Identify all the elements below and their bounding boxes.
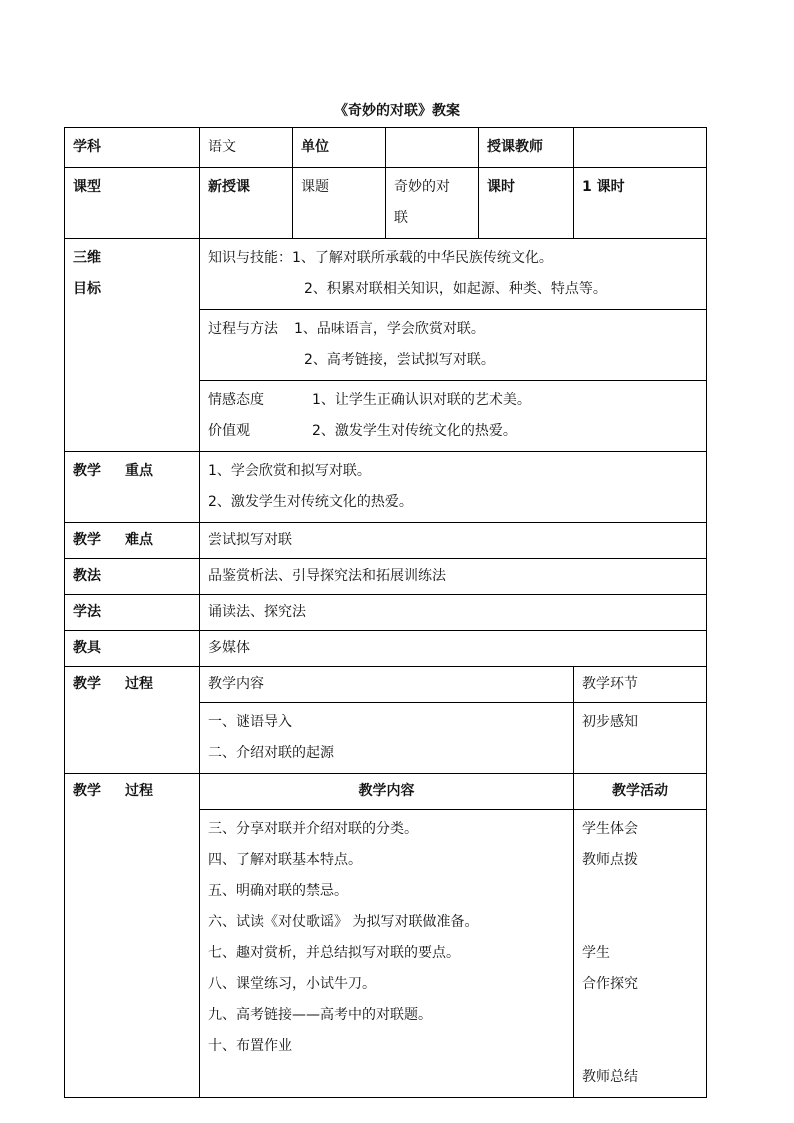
topic-value (386, 168, 479, 239)
process2-label (65, 774, 200, 1098)
process1-header-row (65, 667, 707, 703)
knowledge-item-2: 2、积累对联相关知识，如起源、种类、特点等。 (304, 281, 607, 297)
process2-content (200, 810, 574, 1098)
process2-activity: 教师点拨 (582, 852, 638, 868)
unit-value (386, 128, 479, 168)
hours-label: 课时 (479, 168, 574, 239)
teaching-method-value: 品鉴赏析法、引导探究法和拓展训练法 (200, 559, 707, 595)
subject-label: 学科 (65, 128, 200, 168)
goals-label-line-1: 三维 (73, 250, 101, 266)
topic-line-1: 奇妙的对 (394, 179, 450, 195)
key-points-content (200, 452, 707, 523)
process2-activity (582, 907, 698, 938)
tools-row (65, 631, 707, 667)
process2-activity: 合作探究 (582, 976, 638, 992)
lesson-type-label: 课型 (65, 168, 200, 239)
goals-label-line-2: 目标 (73, 281, 101, 297)
difficulty-label-b: 难点 (125, 532, 153, 548)
teacher-value (574, 128, 707, 168)
difficulty-value: 尝试拟写对联 (200, 523, 707, 559)
key-points-row (65, 452, 707, 523)
page-title: 《奇妙的对联》教案 (334, 103, 460, 119)
process2-activity: 学生体会 (582, 821, 638, 837)
process2-item: 六、试读《对仗歌谣》 为拟写对联做准备。 (208, 914, 479, 930)
process2-item: 五、明确对联的禁忌。 (208, 883, 348, 899)
process1-link (574, 703, 707, 774)
tools-value: 多媒体 (200, 631, 707, 667)
lesson-type-value: 新授课 (200, 168, 293, 239)
process1-item-1: 一、谜语导入 (208, 714, 292, 730)
emotion-prefix-1: 情感态度 (208, 392, 264, 408)
key-point-1: 1、学会欣赏和拟写对联。 (208, 463, 371, 479)
emotion-item-1: 1、让学生正确认识对联的艺术美。 (312, 392, 531, 408)
subject-row (65, 128, 707, 168)
process1-link-header: 教学环节 (574, 667, 707, 703)
difficulty-row (65, 523, 707, 559)
process-item-1: 1、品味语言，学会欣赏对联。 (294, 321, 485, 337)
goals-row-knowledge (65, 239, 707, 310)
goals-emotion (200, 381, 707, 452)
process1-label-b: 过程 (125, 676, 153, 692)
process1-content-header: 教学内容 (200, 667, 574, 703)
process1-label (65, 667, 200, 774)
process2-item: 三、分享对联并介绍对联的分类。 (208, 821, 418, 837)
process-item-2: 2、高考链接，尝试拟写对联。 (304, 352, 495, 368)
teaching-method-label: 教法 (65, 559, 200, 595)
key-points-label (65, 452, 200, 523)
topic-label: 课题 (293, 168, 386, 239)
lesson-plan-table (64, 127, 707, 1098)
process2-label-b: 过程 (125, 783, 153, 799)
process2-item: 七、趣对赏析，并总结拟写对联的要点。 (208, 945, 460, 961)
process2-activities (574, 810, 707, 1098)
knowledge-item-1: 1、了解对联所承载的中华民族传统文化。 (292, 250, 553, 266)
goals-knowledge (200, 239, 707, 310)
process2-item: 四、了解对联基本特点。 (208, 852, 362, 868)
process2-content-header: 教学内容 (200, 774, 574, 810)
hours-value: 1 课时 (574, 168, 707, 239)
topic-line-2: 联 (394, 210, 408, 226)
tools-label: 教具 (65, 631, 200, 667)
process2-activity (582, 1000, 698, 1031)
process1-content (200, 703, 574, 774)
learning-method-value: 诵读法、探究法 (200, 595, 707, 631)
goals-process (200, 310, 707, 381)
difficulty-label (65, 523, 200, 559)
process1-item-2: 二、介绍对联的起源 (208, 745, 334, 761)
process1-label-a: 教学 (73, 676, 101, 692)
process2-header-row (65, 774, 707, 810)
process2-item: 十、布置作业 (208, 1038, 292, 1054)
process2-activity: 学生 (582, 945, 610, 961)
process2-activity (582, 1031, 698, 1062)
key-points-label-b: 重点 (125, 463, 153, 479)
subject-value: 语文 (200, 128, 293, 168)
key-point-2: 2、激发学生对传统文化的热爱。 (208, 494, 413, 510)
teacher-label: 授课教师 (479, 128, 574, 168)
emotion-prefix-2: 价值观 (208, 423, 250, 439)
process2-item: 八、课堂练习，小试牛刀。 (208, 976, 376, 992)
key-points-label-a: 教学 (73, 463, 101, 479)
process2-activity-header: 教学活动 (574, 774, 707, 810)
difficulty-label-a: 教学 (73, 532, 101, 548)
unit-label: 单位 (293, 128, 386, 168)
teaching-method-row (65, 559, 707, 595)
process2-label-a: 教学 (73, 783, 101, 799)
goals-label (65, 239, 200, 452)
process2-activity (582, 876, 698, 907)
process-prefix: 过程与方法 (208, 321, 278, 337)
knowledge-prefix: 知识与技能： (208, 250, 292, 266)
learning-method-label: 学法 (65, 595, 200, 631)
process2-item: 九、高考链接——高考中的对联题。 (208, 1007, 432, 1023)
learning-method-row (65, 595, 707, 631)
emotion-item-2: 2、激发学生对传统文化的热爱。 (312, 423, 517, 439)
process2-activity: 教师总结 (582, 1069, 638, 1085)
lesson-type-row (65, 168, 707, 239)
process1-link-1: 初步感知 (582, 714, 638, 730)
